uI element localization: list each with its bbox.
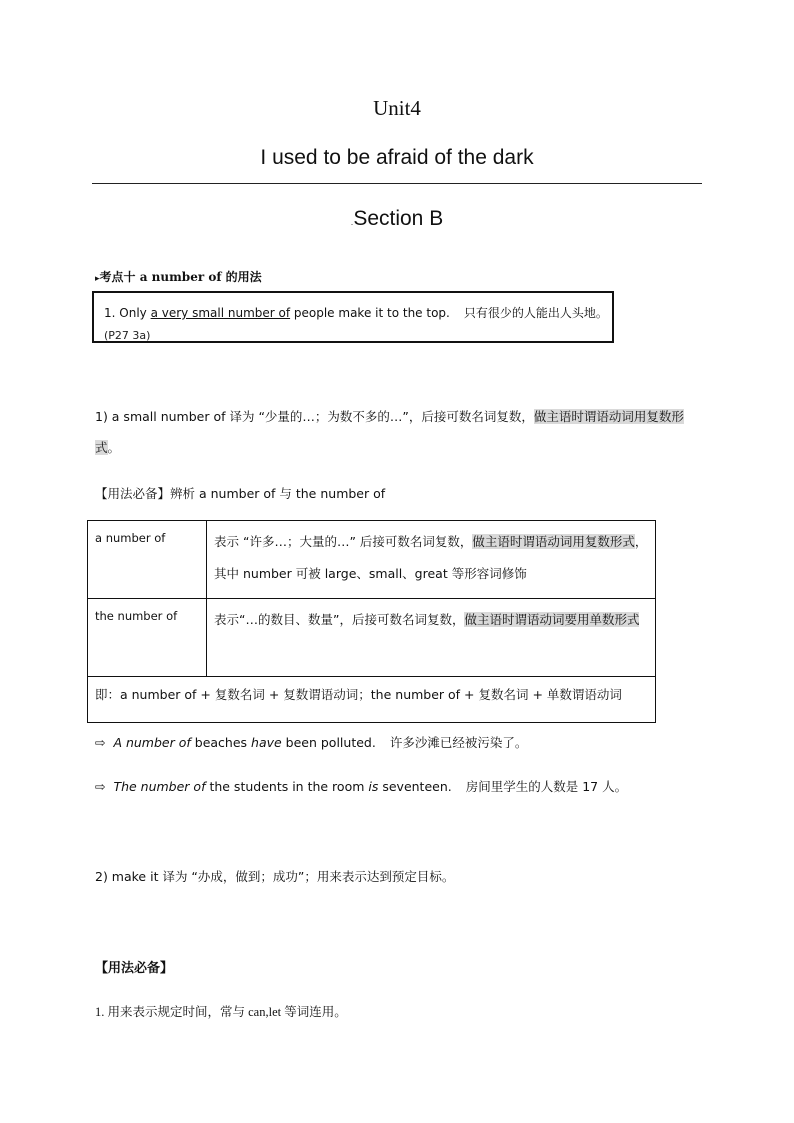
table-desc-text: 表示 “许多…；大量的…” 后接可数名词复数，: [214, 534, 473, 549]
table-term-cell: a number of: [88, 521, 207, 599]
unit-title: Unit4: [373, 96, 421, 120]
table-row: [88, 677, 656, 723]
section-label: Section B: [353, 207, 444, 230]
usage-heading-1: 【用法必备】辨析 a number of 与 the number of: [95, 486, 386, 501]
table-desc-text: 表示“…的数目、数量”，后接可数名词复数，: [214, 612, 465, 627]
point-2: 2) make it 译为 “办成，做到；成功”；用来表示达到预定目标。: [95, 869, 455, 884]
arrow-right-icon: ⇨: [95, 779, 106, 794]
title-divider: [92, 183, 702, 184]
table-desc-cell: [207, 521, 656, 599]
section-dot: .: [350, 217, 354, 227]
example-suffix: people make it to the top.: [290, 306, 450, 320]
example-italic: A number of: [113, 735, 191, 750]
kaodian-label: 考点十 a number of 的用法: [99, 270, 262, 284]
example-translation: 许多沙滩已经被污染了。: [389, 735, 528, 750]
table-term-cell: the number of: [88, 599, 207, 677]
example-translation: 只有很少的人能出人头地。: [463, 306, 608, 320]
example-italic: is: [368, 779, 379, 794]
example-italic: The number of: [113, 779, 206, 794]
point-1-text: 1) a small number of 译为 “少量的…；为数不多的…”，后接可数名词复数，: [95, 409, 534, 424]
point-1: [95, 401, 707, 463]
point-1-end: 。: [107, 440, 121, 455]
example-sentence: [104, 304, 608, 321]
table-desc-text: ，其中 number 可被 large、small、great 等形容词修饰: [214, 534, 648, 581]
arrow-right-icon: ⇨: [95, 735, 106, 750]
table-row: [88, 599, 656, 677]
example-italic: have: [251, 735, 282, 750]
example-text: beaches: [190, 735, 252, 750]
example-box: [92, 291, 614, 343]
example-text: the students in the room: [205, 779, 369, 794]
table-summary-cell: 即：a number of + 复数名词 + 复数谓语动词；the number of + 复数名词 + 单数谓语动词: [88, 677, 656, 723]
example-translation: 房间里学生的人数是 17 人。: [465, 779, 628, 794]
kaodian-heading: [95, 268, 262, 285]
table-row: [88, 521, 656, 599]
table-desc-highlight: 做主语时谓语动词要用单数形式: [464, 612, 640, 627]
point-1-highlight: 做主语时谓语动词用复数形式: [95, 409, 684, 455]
example-text: been polluted.: [281, 735, 376, 750]
example-line-2: [95, 777, 627, 795]
section-title: [0, 207, 794, 231]
example-reference: (P27 3a): [104, 329, 151, 342]
table-desc-highlight: 做主语时谓语动词用复数形式: [472, 534, 635, 549]
example-prefix: 1. Only: [104, 306, 151, 320]
lesson-title: I used to be afraid of the dark: [260, 146, 534, 169]
example-line-1: [95, 733, 527, 751]
usage-item-1: 1. 用来表示规定时间，常与 can,let 等词连用。: [95, 1005, 347, 1019]
table-desc-cell: [207, 599, 656, 677]
usage-heading-2: 【用法必备】: [95, 961, 174, 976]
triangle-bullet-icon: ▸: [95, 274, 100, 284]
comparison-table: [87, 520, 656, 723]
example-text: seventeen.: [378, 779, 452, 794]
example-underlined-phrase: a very small number of: [150, 306, 291, 320]
